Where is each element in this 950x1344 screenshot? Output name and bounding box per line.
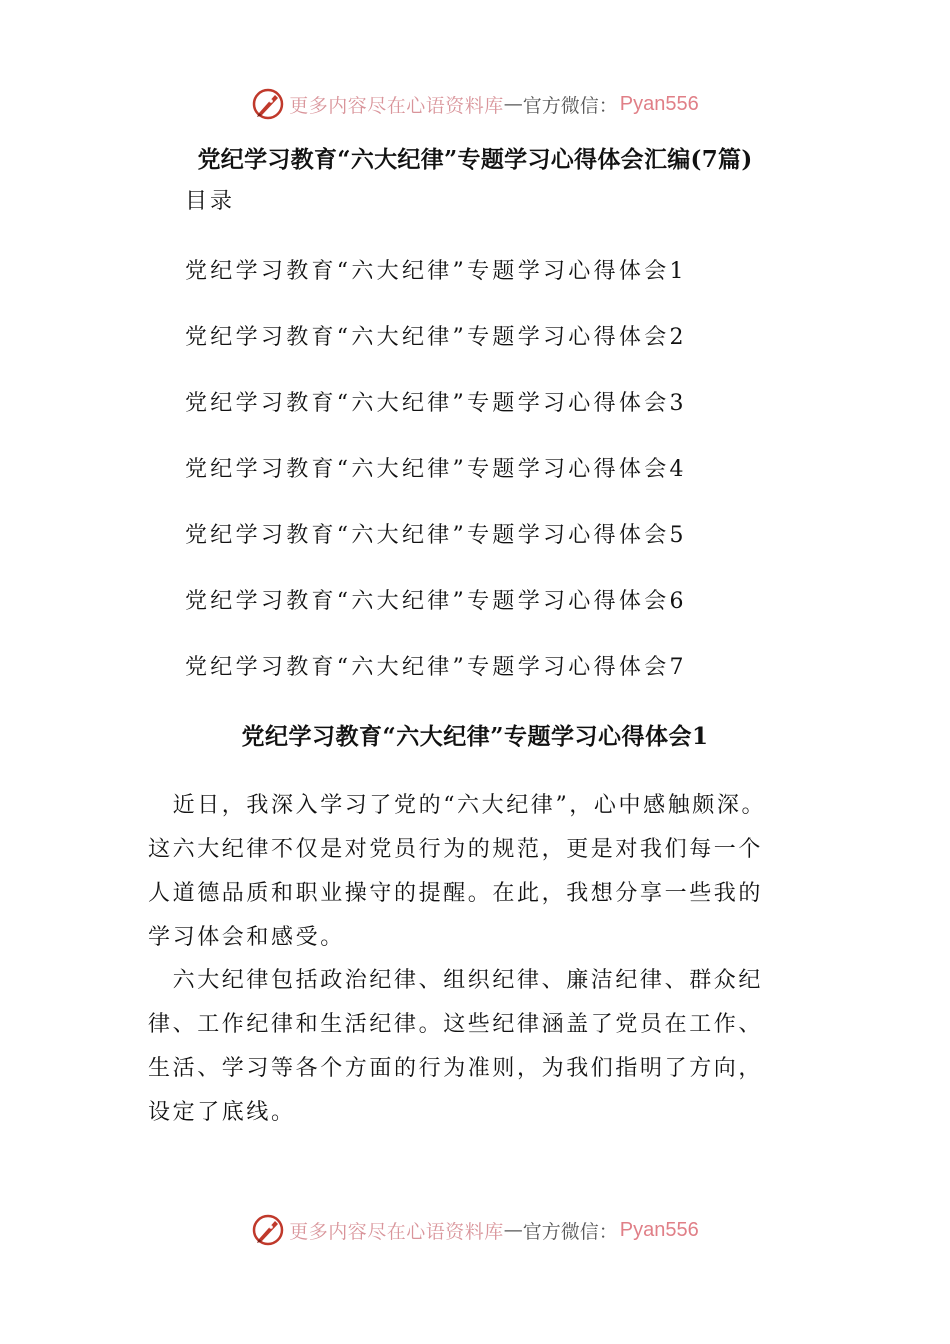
header-watermark-banner — [0, 84, 950, 124]
section-title: 党纪学习教育“六大纪律”专题学习心得体会1 — [241, 723, 709, 750]
banner-dash: — — [503, 1219, 523, 1241]
banner-dash: — — [503, 93, 523, 115]
toc-item[interactable]: 党纪学习教育“六大纪律”专题学习心得体会4 — [185, 457, 687, 482]
paragraph-line: 六大纪律包括政治纪律、组织纪律、廉洁纪律、群众纪 — [148, 968, 764, 993]
banner-wechat-id: Pyan556 — [619, 92, 699, 115]
toc-item[interactable]: 党纪学习教育“六大纪律”专题学习心得体会6 — [185, 589, 687, 614]
footer-watermark-banner — [0, 1210, 950, 1250]
paragraph-line: 人道德品质和职业操守的提醒。在此，我想分享一些我的 — [148, 881, 764, 906]
paragraph-2 — [148, 959, 763, 1135]
banner-label: 官方微信： — [522, 1220, 618, 1243]
toc-item[interactable]: 党纪学习教育“六大纪律”专题学习心得体会3 — [185, 391, 687, 416]
document-title: 党纪学习教育“六大纪律”专题学习心得体会汇编(7篇) — [197, 146, 753, 173]
paragraph-line: 设定了底线。 — [148, 1100, 296, 1125]
paragraph-1 — [148, 784, 766, 960]
toc-heading: 目录 — [185, 189, 236, 214]
paragraph-line: 律、工作纪律和生活纪律。这些纪律涵盖了党员在工作、 — [148, 1012, 764, 1037]
toc-item[interactable]: 党纪学习教育“六大纪律”专题学习心得体会7 — [185, 655, 687, 680]
toc-item[interactable]: 党纪学习教育“六大纪律”专题学习心得体会2 — [185, 325, 687, 350]
banner-label: 官方微信： — [522, 94, 618, 117]
paragraph-line: 学习体会和感受。 — [148, 925, 345, 950]
banner-text: 更多内容尽在心语资料库 — [289, 1220, 504, 1243]
pen-logo-icon — [251, 87, 285, 121]
banner-wechat-id: Pyan556 — [619, 1218, 699, 1241]
toc-item[interactable]: 党纪学习教育“六大纪律”专题学习心得体会5 — [185, 523, 687, 548]
pen-logo-icon — [251, 1213, 285, 1247]
paragraph-line: 近日，我深入学习了党的“六大纪律”，心中感触颇深。 — [148, 793, 767, 818]
paragraph-line: 生活、学习等各个方面的行为准则，为我们指明了方向， — [148, 1056, 764, 1081]
paragraph-line: 这六大纪律不仅是对党员行为的规范，更是对我们每一个 — [148, 837, 764, 862]
banner-text: 更多内容尽在心语资料库 — [289, 94, 504, 117]
toc-item[interactable]: 党纪学习教育“六大纪律”专题学习心得体会1 — [185, 259, 687, 284]
